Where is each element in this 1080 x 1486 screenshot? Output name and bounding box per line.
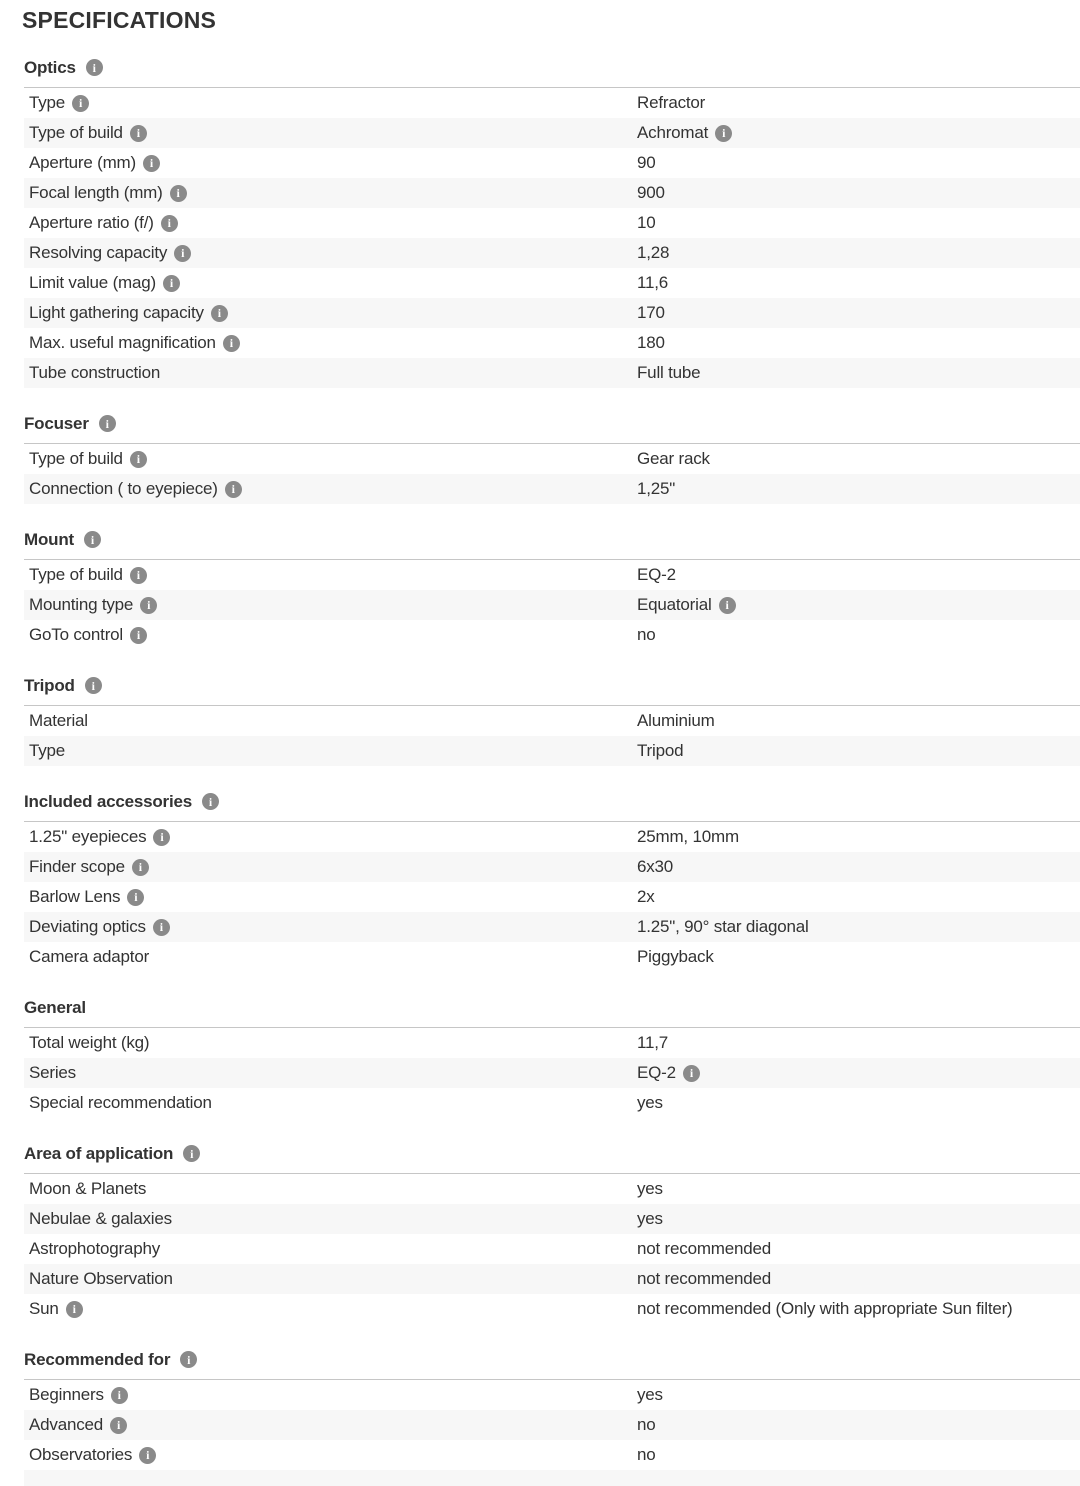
spec-label: Max. useful magnification [29,333,216,352]
spec-label-cell [24,303,637,323]
info-icon[interactable]: i [683,1065,700,1082]
spec-value: yes [637,1385,663,1404]
spec-value: Equatorial [637,595,712,614]
spec-value-cell [637,741,683,761]
spec-label-cell [24,625,637,645]
spec-value-cell [637,333,665,353]
spec-value: 180 [637,333,665,352]
spec-value-cell [637,1209,663,1229]
spec-row [24,148,1080,178]
spec-row [24,444,1080,474]
section-header [24,791,1080,822]
spec-row [24,1294,1080,1324]
spec-value: EQ-2 [637,1063,676,1082]
info-icon[interactable]: i [85,677,102,694]
spec-label-cell [24,1299,637,1319]
spec-value-cell [637,917,809,937]
spec-label-cell [24,887,637,907]
spec-value: no [637,1445,656,1464]
spec-value-cell [637,711,715,731]
info-icon[interactable]: i [130,627,147,644]
spec-label: Camera adaptor [29,947,150,966]
spec-section [24,57,1080,388]
info-icon[interactable]: i [111,1387,128,1404]
spec-label: Nebulae & galaxies [29,1209,172,1228]
spec-label: Nature Observation [29,1269,173,1288]
info-icon[interactable]: i [84,531,101,548]
spec-row [24,88,1080,118]
spec-label-cell [24,1239,637,1259]
spec-label-cell [24,1385,637,1405]
spec-label: Finder scope [29,857,125,876]
spec-row [24,882,1080,912]
spec-value: 1,25" [637,479,676,498]
info-icon[interactable]: i [170,185,187,202]
spec-label-cell [24,1093,637,1113]
info-icon[interactable]: i [719,597,736,614]
spec-value-cell [637,827,739,847]
info-icon[interactable]: i [202,793,219,810]
spec-label: Total weight (kg) [29,1033,150,1052]
spec-row [24,912,1080,942]
spec-section [24,1143,1080,1324]
spec-value: Tripod [637,741,684,760]
spec-value-cell [637,1299,1013,1319]
page-title: SPECIFICATIONS [22,7,217,33]
spec-value-cell [637,213,656,233]
spec-label: Advanced [29,1415,104,1434]
spec-label: Series [29,1063,76,1082]
spec-section [24,675,1080,766]
spec-label: Type of build [29,123,123,142]
spec-row [24,1380,1080,1410]
spec-label: Limit value (mag) [29,273,156,292]
spec-label: Aperture (mm) [29,153,136,172]
spec-value: not recommended [637,1239,772,1258]
spec-value: 6x30 [637,857,674,876]
info-icon[interactable]: i [223,335,240,352]
spec-label: Aperture ratio (f/) [29,213,154,232]
spec-label-cell [24,183,637,203]
info-icon[interactable]: i [715,125,732,142]
spec-row [24,178,1080,208]
spec-value: Gear rack [637,449,710,468]
info-icon[interactable]: i [130,125,147,142]
spec-label-cell [24,123,637,143]
spec-value: no [637,1415,656,1434]
info-icon[interactable]: i [211,305,228,322]
spec-value-cell [637,565,676,585]
spec-value-cell [637,363,700,383]
section-title: General [24,998,86,1017]
info-icon[interactable]: i [174,245,191,262]
spec-label-cell [24,595,637,615]
spec-label: Type of build [29,449,123,468]
info-icon[interactable]: i [161,215,178,232]
spec-label-cell [24,333,637,353]
spec-value-cell [637,93,705,113]
spec-label-cell [24,1445,637,1465]
section-title: Included accessories [24,792,192,811]
info-icon[interactable]: i [66,1301,83,1318]
spec-row [24,1058,1080,1088]
spec-row [24,560,1080,590]
spec-label: Type [29,741,66,760]
section-title: Recommended for [24,1350,171,1369]
spec-label: Material [29,711,88,730]
spec-row [24,706,1080,736]
spec-value-cell [637,857,673,877]
spec-row [24,1264,1080,1294]
spec-value-cell [637,947,714,967]
spec-label-cell [24,243,637,263]
section-header [24,413,1080,444]
spec-value: Achromat [637,123,709,142]
spec-value: no [637,625,656,644]
info-icon[interactable]: i [140,597,157,614]
spec-value-cell [637,1269,771,1289]
spec-row [24,1028,1080,1058]
spec-value-cell [637,1063,700,1083]
info-icon[interactable]: i [72,95,89,112]
spec-value: not recommended (Only with appropriate Sun filter) [637,1299,1013,1318]
specifications-table [0,57,1080,1470]
spec-label: Resolving capacity [29,243,168,262]
spec-label: Barlow Lens [29,887,121,906]
spec-value: yes [637,1209,663,1228]
spec-label-cell [24,1179,637,1199]
spec-label-cell [24,1209,637,1229]
info-icon[interactable]: i [180,1351,197,1368]
spec-section [24,1349,1080,1470]
spec-value-cell [637,1239,771,1259]
spec-value: 90 [637,153,656,172]
spec-value: 2x [637,887,655,906]
spec-value: 1.25", 90° star diagonal [637,917,809,936]
spec-label-cell [24,1063,637,1083]
spec-value: 1,28 [637,243,670,262]
spec-label: Astrophotography [29,1239,160,1258]
spec-row [24,118,1080,148]
spec-section [24,997,1080,1118]
spec-label-cell [24,827,637,847]
spec-value: 170 [637,303,665,322]
spec-row [24,358,1080,388]
spec-label-cell [24,363,637,383]
spec-value: 10 [637,213,656,232]
spec-row [24,822,1080,852]
spec-value-cell [637,153,656,173]
spec-row [24,620,1080,650]
spec-row [24,474,1080,504]
spec-value: 900 [637,183,665,202]
spec-label-cell [24,1269,637,1289]
info-icon[interactable]: i [130,567,147,584]
spec-value: not recommended [637,1269,772,1288]
info-icon[interactable]: i [110,1417,127,1434]
spec-label: Moon & Planets [29,1179,147,1198]
section-title: Focuser [24,414,89,433]
spec-value: 11,6 [637,273,669,292]
spec-value-cell [637,887,655,907]
spec-row [24,298,1080,328]
spec-value-cell [637,273,668,293]
spec-value: Full tube [637,363,701,382]
section-header [24,675,1080,706]
spec-label: Tube construction [29,363,161,382]
section-title: Mount [24,530,74,549]
spec-value: 25mm, 10mm [637,827,739,846]
spec-row [24,1204,1080,1234]
spec-value-cell [637,1415,656,1435]
spec-label-cell [24,1033,637,1053]
spec-label: Type [29,93,66,112]
info-icon[interactable]: i [183,1145,200,1162]
spec-row [24,1234,1080,1264]
section-title: Optics [24,58,76,77]
info-icon[interactable]: i [143,155,160,172]
spec-value-cell [637,183,665,203]
spec-value: Refractor [637,93,706,112]
spec-row [24,852,1080,882]
spec-label-cell [24,857,637,877]
spec-label: Light gathering capacity [29,303,204,322]
info-icon[interactable]: i [139,1447,156,1464]
spec-value-cell [637,1179,663,1199]
info-icon[interactable]: i [130,451,147,468]
section-header [24,529,1080,560]
spec-value: EQ-2 [637,565,676,584]
spec-label: GoTo control [29,625,123,644]
spec-label-cell [24,213,637,233]
info-icon[interactable]: i [86,59,103,76]
spec-section [24,413,1080,504]
spec-row [24,736,1080,766]
info-icon[interactable]: i [127,889,144,906]
spec-row [24,328,1080,358]
spec-label-cell [24,273,637,293]
section-title: Tripod [24,676,75,695]
info-icon[interactable]: i [225,481,242,498]
info-icon[interactable]: i [163,275,180,292]
spec-label: Special recommendation [29,1093,212,1112]
spec-row [24,590,1080,620]
section-title: Area of application [24,1144,174,1163]
spec-label-cell [24,479,637,499]
spec-value-cell [637,595,736,615]
spec-value-cell [637,1093,663,1113]
spec-label-cell [24,449,637,469]
info-icon[interactable]: i [153,919,170,936]
spec-label-cell [24,917,637,937]
spec-row [24,1088,1080,1118]
spec-row [24,1440,1080,1470]
spec-label-cell [24,565,637,585]
spec-row [24,238,1080,268]
info-icon[interactable]: i [132,859,149,876]
spec-value-cell [637,123,732,143]
spec-value-cell [637,1033,668,1053]
info-icon[interactable]: i [99,415,116,432]
section-header [24,1143,1080,1174]
spec-label-cell [24,93,637,113]
spec-label-cell [24,947,637,967]
spec-row [24,1174,1080,1204]
info-icon[interactable]: i [153,829,170,846]
section-header [24,57,1080,88]
spec-value: Aluminium [637,711,715,730]
spec-value-cell [637,479,675,499]
spec-label: 1.25" eyepieces [29,827,147,846]
spec-value: Piggyback [637,947,714,966]
spec-value-cell [637,625,656,645]
spec-value-cell [637,449,710,469]
spec-row [24,942,1080,972]
spec-label: Mounting type [29,595,134,614]
spec-section [24,529,1080,650]
partial-next-row-stripe [24,1470,1080,1486]
spec-label: Deviating optics [29,917,146,936]
spec-label: Sun [29,1299,59,1318]
spec-label: Beginners [29,1385,104,1404]
spec-row [24,208,1080,238]
spec-value-cell [637,243,669,263]
spec-row [24,1410,1080,1440]
section-header [24,997,1080,1028]
spec-section [24,791,1080,972]
spec-value: yes [637,1093,663,1112]
spec-label-cell [24,1415,637,1435]
spec-label: Observatories [29,1445,133,1464]
spec-label: Connection ( to eyepiece) [29,479,218,498]
spec-value-cell [637,303,665,323]
spec-label: Focal length (mm) [29,183,163,202]
spec-row [24,268,1080,298]
spec-label: Type of build [29,565,123,584]
spec-label-cell [24,741,637,761]
section-header [24,1349,1080,1380]
spec-value: 11,7 [637,1033,669,1052]
spec-value-cell [637,1445,656,1465]
spec-label-cell [24,711,637,731]
spec-value-cell [637,1385,663,1405]
spec-label-cell [24,153,637,173]
spec-value: yes [637,1179,663,1198]
